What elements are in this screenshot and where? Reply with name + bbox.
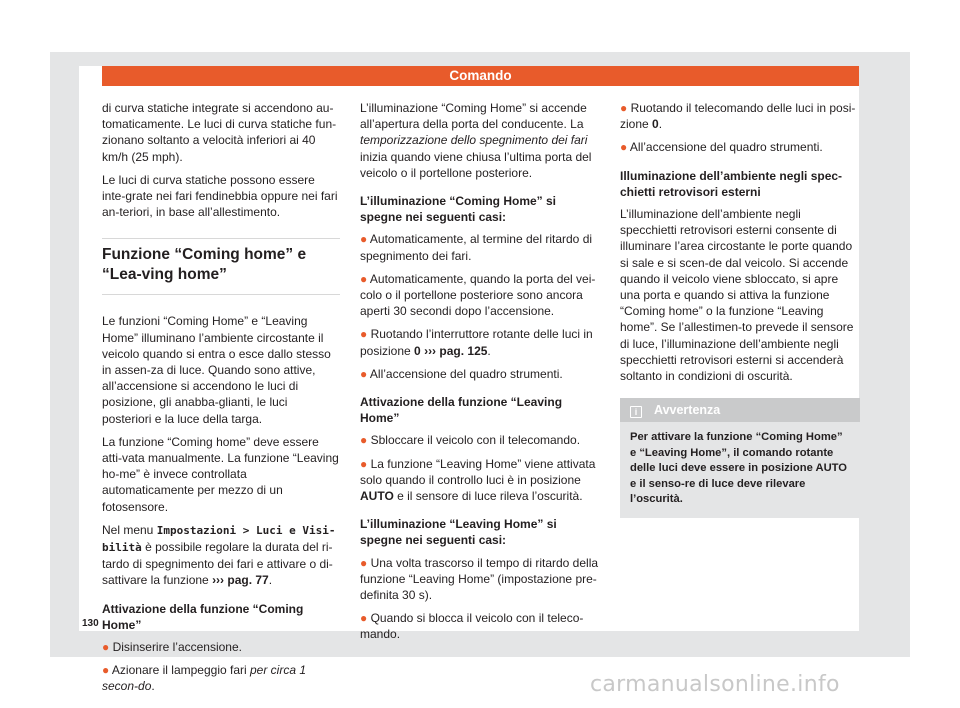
bullet-icon: ● [360, 433, 368, 448]
paragraph: di curva statiche integrate si accendono au-tomaticamente. Le luci di curva statiche fun-zionano soltanto a velocità inferiori ai 40 km/h (25 mph). [102, 101, 337, 164]
info-icon: i [630, 406, 642, 418]
auto-symbol-icon: AUTO [815, 462, 847, 475]
list-item [360, 231, 600, 263]
list-item-text: Sbloccare il veicolo con il telecomando. [370, 433, 581, 448]
bullet-icon: ● [360, 327, 368, 342]
auto-symbol-icon: AUTO [360, 489, 394, 504]
text: . [268, 573, 273, 588]
list-item [360, 456, 600, 505]
column-3 [620, 100, 860, 518]
bullet-icon: ● [102, 663, 110, 678]
emphasis: temporizzazione dello spegnimento dei fari [360, 133, 588, 148]
text: . [151, 679, 155, 694]
list-item [620, 139, 860, 155]
section-header: Comando [102, 66, 859, 86]
light-off-symbol-icon: 0 [652, 117, 659, 132]
bullet-icon: ● [360, 232, 368, 247]
list-item [360, 366, 600, 382]
list-item [360, 271, 600, 320]
list-item [102, 662, 340, 694]
list-item [360, 610, 600, 642]
bullet-icon: ● [102, 640, 110, 655]
section-title: Funzione “Coming home” e “Lea-ving home” [102, 238, 340, 295]
paragraph: Le luci di curva statiche possono essere inte-grate nei fari fendinebbia oppure nei fari an-teriori, in base all’allestimento. [102, 172, 338, 220]
bullet-icon: ● [620, 101, 628, 115]
note-body [620, 422, 860, 518]
page-reference-link[interactable]: ››› pag. 77 [212, 573, 269, 588]
subheading: Illuminazione dell’ambiente negli spec-chietti retrovisori esterni [620, 168, 843, 199]
bullet-icon: ● [360, 366, 368, 381]
text: è possibile regolare la durata del ri-tardo di spegnimento dei fari e attivare o di-sattivare la funzione [102, 540, 333, 588]
menu-path: Impostazioni > Luci e Visi-bilità [102, 523, 336, 555]
column-1 [102, 100, 340, 702]
list-item [102, 639, 340, 655]
bullet-icon: ● [360, 555, 368, 570]
paragraph-menu [102, 522, 340, 589]
subheading: L’illuminazione “Leaving Home” si spegne nei seguenti casi: [360, 517, 557, 548]
list-item-text: All’accensione del quadro strumenti. [369, 366, 563, 381]
list-item [620, 100, 860, 132]
paragraph [360, 100, 600, 181]
light-off-symbol-icon: 0 [414, 343, 421, 358]
bullet-icon: ● [360, 611, 368, 626]
list-item [360, 326, 600, 358]
bullet-icon: ● [360, 456, 368, 471]
text: . [658, 117, 663, 132]
note-box [620, 398, 860, 518]
bullet-icon: ● [620, 140, 628, 155]
bullet-icon: ● [360, 271, 368, 286]
subheading: L’illuminazione “Coming Home” si spegne nei seguenti casi: [360, 194, 557, 225]
list-item-text: Quando si blocca il veicolo con il teleco-mando. [360, 611, 584, 642]
list-item-text: Una volta trascorso il tempo di ritardo della funzione “Leaving Home” (impostazione pre-definita 30 s). [360, 555, 599, 603]
list-item-text: Ruotando l’interruttore rotante delle luci in posizione [360, 327, 593, 358]
list-item-text: Automaticamente, quando la porta del vei-colo o il portellone posteriore sono ancora aperti 30 secondi dopo l’accensione. [360, 271, 596, 319]
list-item-text: All’accensione del quadro strumenti. [629, 140, 823, 155]
list-item [360, 432, 600, 448]
page-number: 130 [82, 618, 99, 629]
watermark: carmanualsonline.info [590, 672, 840, 697]
list-item-text: Ruotando il telecomando delle luci in posi-zione [620, 101, 856, 132]
note-title: Avvertenza [654, 403, 721, 418]
text: L’illuminazione “Coming Home” si accende all’apertura della porta del conducente. La [360, 101, 587, 132]
paragraph: La funzione “Coming home” deve essere atti-vata manualmente. La funzione “Leaving ho-me” è invece controllata automaticamente per mezzo di un fotosensore. [102, 434, 339, 514]
text: inizia quando viene chiusa l’ultima porta del veicolo o il portellone posteriore. [360, 149, 592, 180]
list-item-text: Azionare il lampeggio fari [111, 663, 250, 678]
list-item-text: La funzione “Leaving Home” viene attivata solo quando il controllo luci è in posizione [360, 456, 596, 487]
column-2 [360, 100, 600, 650]
subheading: Attivazione della funzione “Coming Home” [102, 601, 304, 632]
note-header [620, 398, 860, 422]
text: e il sensore di luce rileva l’oscurità. [393, 489, 583, 504]
emphasis: per circa 1 secon-do [102, 663, 307, 694]
page-reference-link[interactable]: ››› pag. 125 [420, 343, 488, 358]
paragraph: Le funzioni “Coming Home” e “Leaving Home” illuminano l’ambiente circostante il veicolo quando si entra o esce dallo stesso in assen-za di luce. Quando sono attive, all’accensione si accendono le luci di posizione, gli anabba-glianti, le luci posteriori e la luce della targa. [102, 314, 331, 426]
list-item-text: Disinserire l’accensione. [112, 640, 242, 655]
text: . [487, 343, 491, 358]
text: Nel menu [102, 522, 157, 537]
paragraph: L’illuminazione dell’ambiente negli specchietti retrovisori esterni consente di illuminare l’area circostante le porte quando si sale e si scen-de dal veicolo. Si accende quando il veicolo viene sbloccato, si apre una porta e quando si attiva la funzione “Coming home” o la funzione “Leaving home”. Se l’allestimen-to prevede il sensore di luce, l’illuminazione dell’ambiente negli specchietti retrovisori esterni si accenderà soltanto in condizioni di oscurità. [620, 207, 854, 384]
text: e il senso-re di luce deve rilevare l’oscurità. [630, 477, 806, 506]
list-item-text: Automaticamente, al termine del ritardo di spegnimento dei fari. [360, 232, 593, 263]
list-item [360, 555, 600, 604]
text: Per attivare la funzione “Coming Home” e “Leaving Home”, il comando rotante delle luci deve essere in posizione [630, 431, 843, 475]
subheading: Attivazione della funzione “Leaving Home” [360, 395, 563, 426]
